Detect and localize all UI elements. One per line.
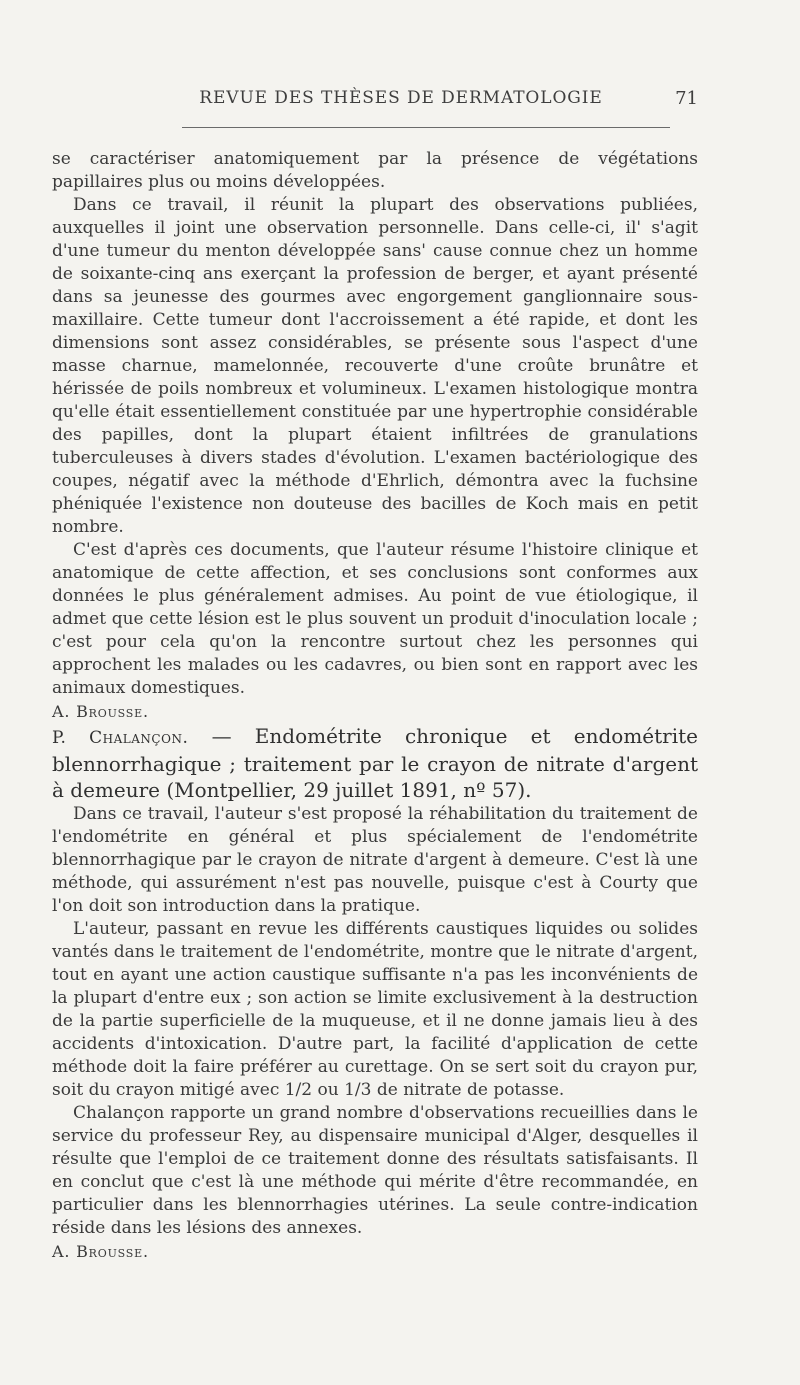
body-text xyxy=(52,148,698,1263)
entry-title xyxy=(52,723,698,803)
paragraph: Dans ce travail, il réunit la plupart des observations publiées, auxquelles il joint une observation personnelle. Dans celle-ci, il' s'agit d'une tumeur du menton développée sans' cause connue chez un homme de soixante-cinq ans exerçant la profession de berger, et ayant présenté dans sa jeunesse des gourmes avec engorgement ganglionnaire sous-maxillaire. Cette tumeur dont l'accroissement a été rapide, et dont les dimensions sont assez considérables, se présente sous l'aspect d'une masse charnue, mamelonnée, recouverte d'une croûte brunâtre et hérissée de poils nombreux et volumineux. L'examen histologique montra qu'elle était essentiellement constituée par une hypertrophie considérable des papilles, dont la plupart étaient infiltrées de granulations tuberculeuses à divers stades d'évolution. L'examen bactériologique des coupes, négatif avec la méthode d'Ehrlich, démontra avec la fuchsine phéniquée l'existence non douteuse des bacilles de Koch mais en petit nombre. xyxy=(52,195,698,537)
entry-title-text: — Endométrite chronique et endométrite blennorrhagique ; traitement par le crayon de nitrate d'argent à demeure (Montpellier, 29 juillet 1891, nº 57). xyxy=(52,724,698,802)
paragraph: C'est d'après ces documents, que l'auteur résume l'histoire clinique et anatomique de cette affection, et ses conclusions sont conformes aux données le plus généralement admises. Au point de vue étiologique, il admet que cette lésion est le plus souvent un produit d'inoculation locale ; c'est pour cela qu'on la rencontre surtout chez les personnes qui approchent les malades ou les cadavres, ou bien sont en rapport avec les animaux domestiques. xyxy=(52,540,698,698)
page-number: 71 xyxy=(675,88,698,109)
paragraph: L'auteur, passant en revue les différents caustiques liquides ou solides vantés dans le traitement de l'endométrite, montre que le nitrate d'argent, tout en ayant une action caustique suffisante n'a pas les inconvénients de la plupart d'entre eux ; son action se limite exclusivement à la destruction de la partie superficielle de la muqueuse, et il ne donne jamais lieu à des accidents d'intoxication. D'autre part, la facilité d'application de cette méthode doit la faire préférer au curettage. On se sert soit du crayon pur, soit du crayon mitigé avec 1/2 ou 1/3 de nitrate de potasse. xyxy=(52,919,698,1100)
paragraph: Dans ce travail, l'auteur s'est proposé la réhabilitation du traitement de l'endométrite en général et plus spécialement de l'endométrite blennorrhagique par le crayon de nitrate d'argent à demeure. C'est là une méthode, qui assurément n'est pas nouvelle, puisque c'est à Courty que l'on doit son introduction dans la pratique. xyxy=(52,804,698,916)
running-title: REVUE DES THÈSES DE DERMATOLOGIE xyxy=(199,88,603,108)
paragraph: Chalançon rapporte un grand nombre d'observations recueillies dans le service du professeur Rey, au dispensaire municipal d'Alger, desquelles il résulte que l'emploi de ce traitement donne des résultats satisfaisants. Il en conclut que c'est là une méthode qui mérite d'être recommandée, en particulier dans les blennorrhagies utérines. La seule contre-indication réside dans les lésions des annexes. xyxy=(52,1103,698,1238)
signature: A. Brousse. xyxy=(52,702,149,721)
page-header xyxy=(52,88,698,114)
signature: A. Brousse. xyxy=(52,1242,149,1261)
header-rule xyxy=(182,127,670,128)
entry-author: P. Chalançon. xyxy=(52,728,189,748)
paragraph: se caractériser anatomiquement par la présence de végétations papillaires plus ou moins développées. xyxy=(52,149,698,192)
